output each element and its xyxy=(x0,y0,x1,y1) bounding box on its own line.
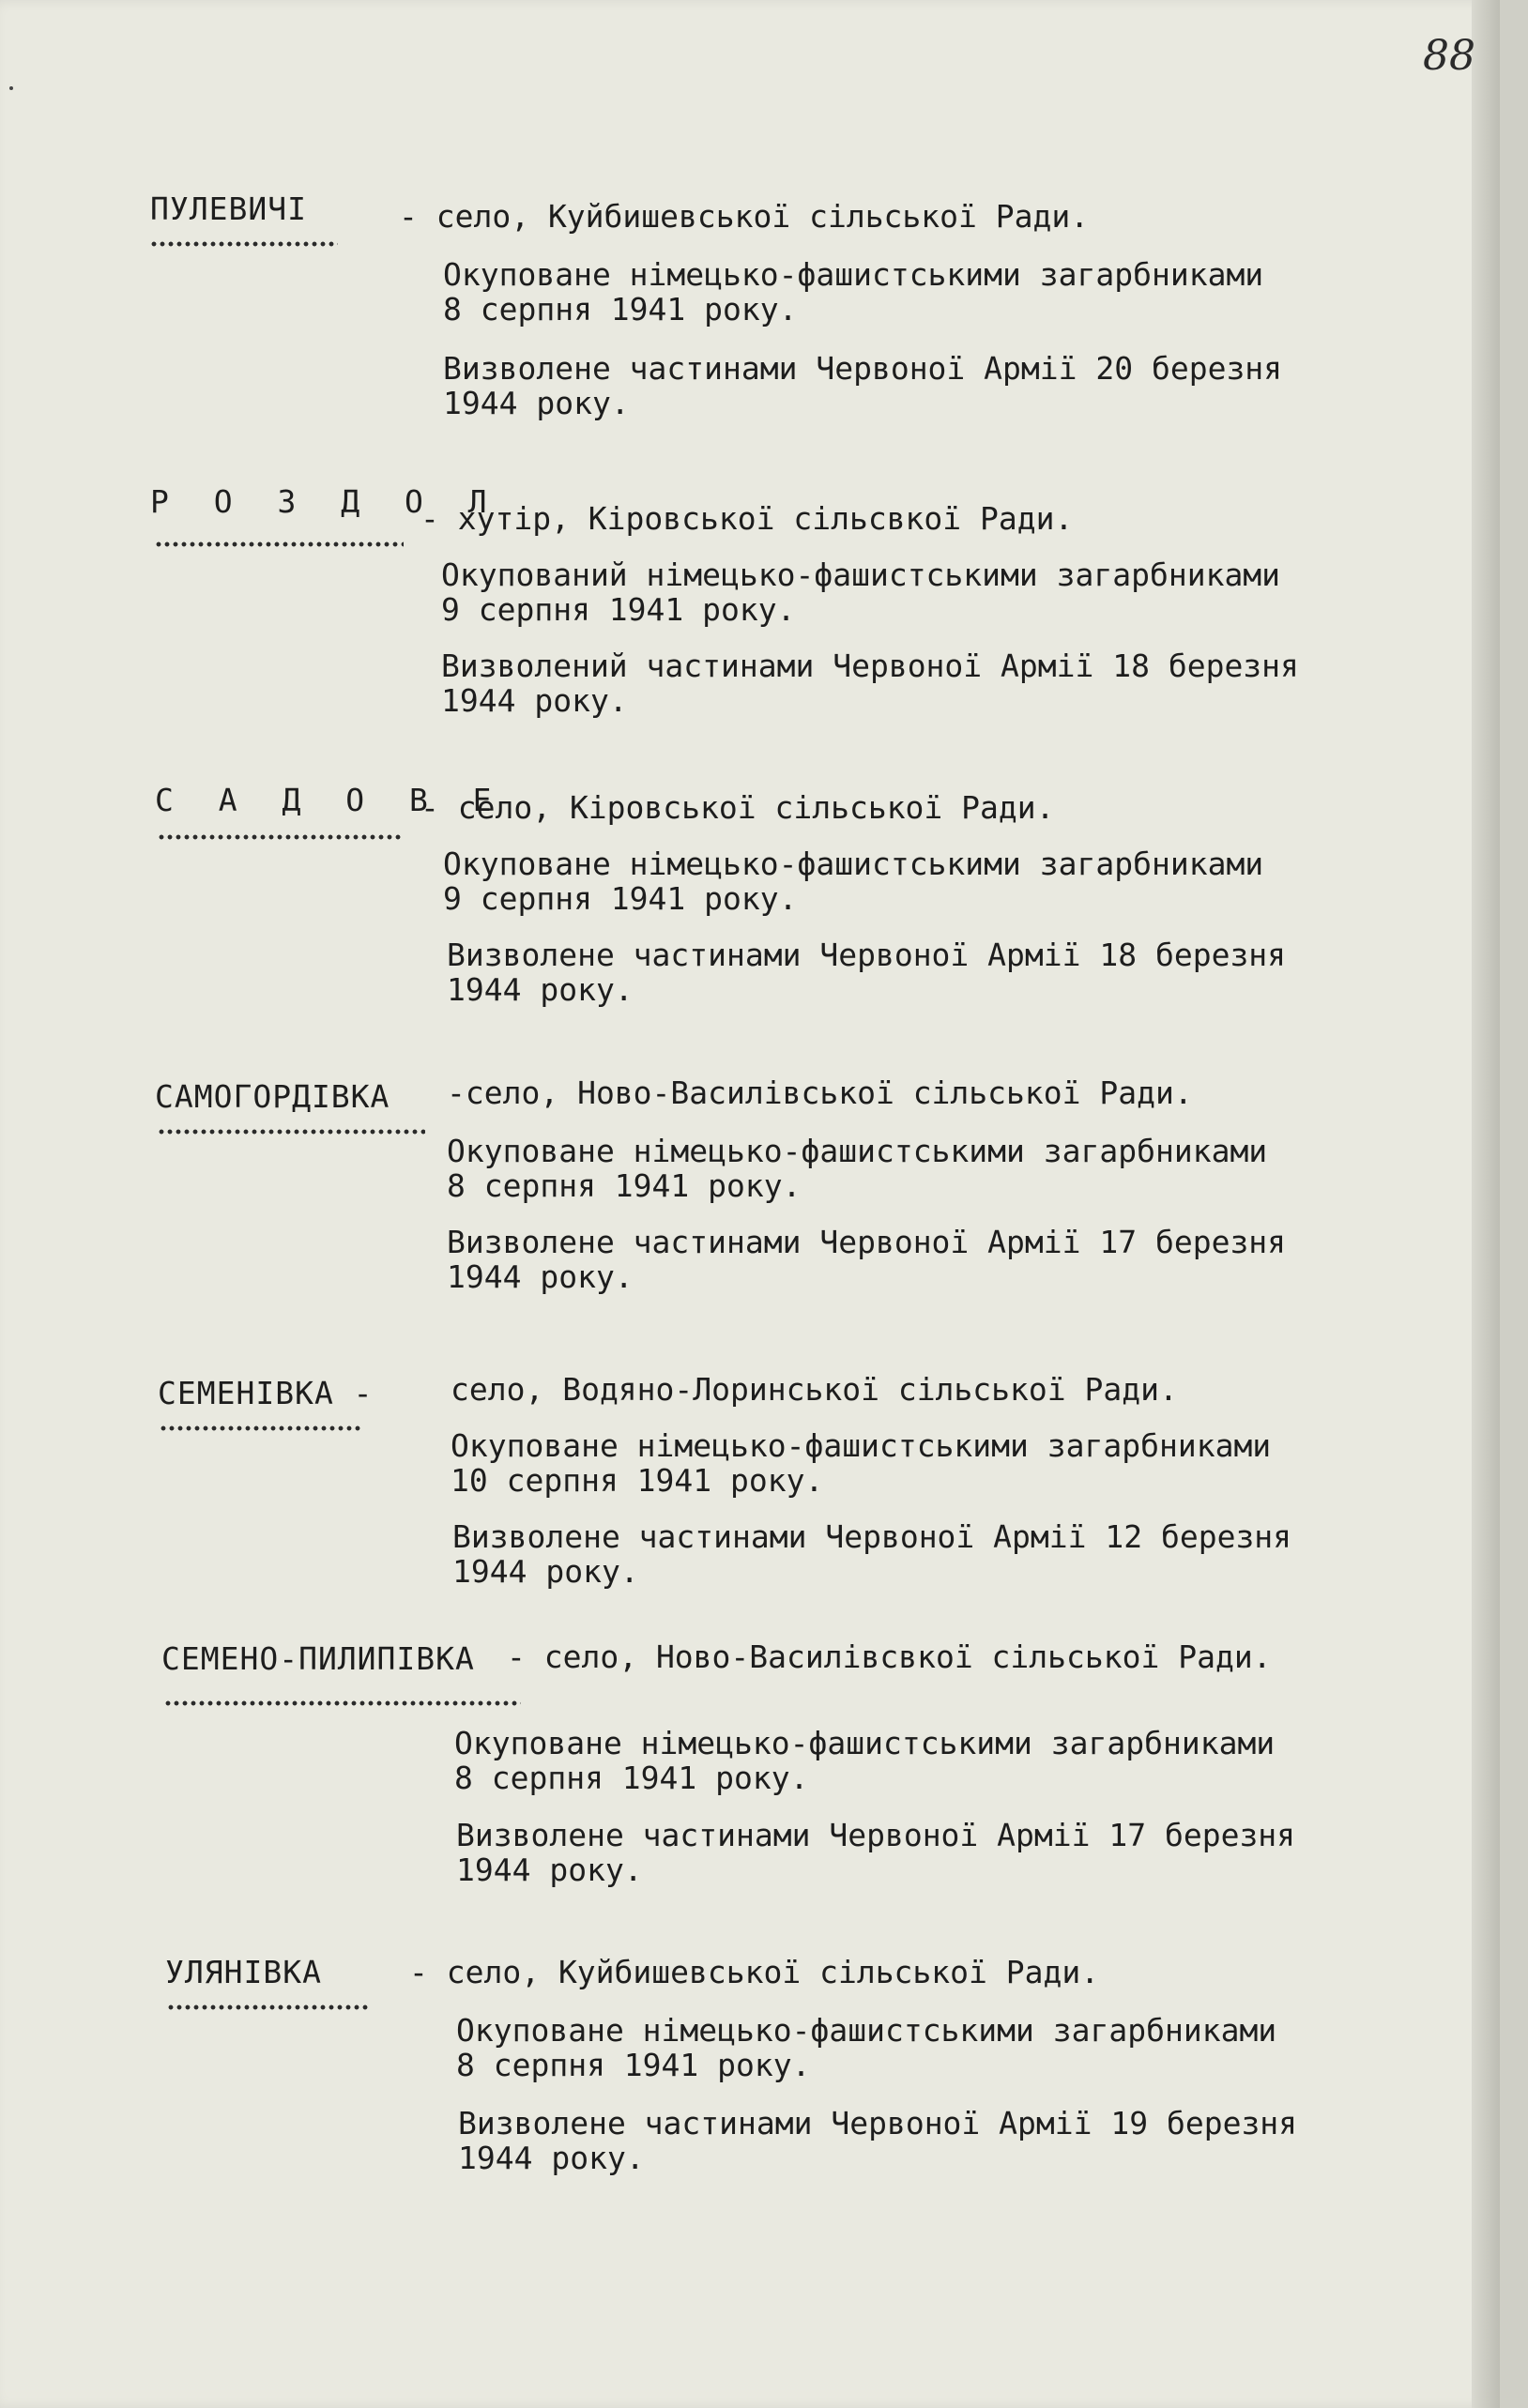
occupied-line-2: 10 серпня 1941 року. xyxy=(451,1462,824,1499)
liberated-line-1: Визволений частинами Червоної Армії 18 березня xyxy=(441,648,1299,684)
occupied-line-1: Окуповане німецько-фашистськими загарбниками xyxy=(454,1725,1276,1761)
entry-name: СЕМЕНО-ПИЛИПІВКА xyxy=(161,1640,475,1677)
ink-speck xyxy=(9,86,13,90)
occupied-line-2: 9 серпня 1941 року. xyxy=(443,880,798,917)
entry-description: село, Водяно-Лоринської сільської Ради. xyxy=(451,1371,1178,1408)
occupied-line-2: 9 серпня 1941 року. xyxy=(441,591,796,628)
entry-description: - село, Ново-Василівсвкої сільської Ради. xyxy=(507,1638,1272,1675)
liberated-line-1: Визволене частинами Червоної Армії 19 березня xyxy=(458,2105,1298,2141)
name-underline xyxy=(167,2003,369,2012)
occupied-line-1: Окуповане німецько-фашистськими загарбниками xyxy=(456,2012,1277,2049)
liberated-line-2: 1944 року. xyxy=(447,1258,634,1295)
entry-description: - село, Куйбишевської сільської Ради. xyxy=(409,1954,1100,1990)
liberated-line-1: Визволене частинами Червоної Армії 12 березня xyxy=(452,1518,1292,1555)
entry-name: СЕМЕНІВКА - xyxy=(158,1375,374,1411)
entry-description: -село, Ново-Василівської сільської Ради. xyxy=(447,1074,1193,1111)
entry-description: - хутір, Кіровської сільсвкої Ради. xyxy=(420,500,1074,537)
occupied-line-1: Окупований німецько-фашистськими загарбниками xyxy=(441,556,1281,593)
page-edge xyxy=(1472,0,1500,2408)
liberated-line-2: 1944 року. xyxy=(458,2140,645,2176)
occupied-line-1: Окуповане німецько-фашистськими загарбниками xyxy=(443,256,1264,293)
occupied-line-1: Окуповане німецько-фашистськими загарбниками xyxy=(443,846,1264,882)
occupied-line-2: 8 серпня 1941 року. xyxy=(443,291,798,328)
entry-name: УЛЯНІВКА xyxy=(165,1954,322,1990)
liberated-line-2: 1944 року. xyxy=(447,971,634,1008)
occupied-line-1: Окуповане німецько-фашистськими загарбниками xyxy=(451,1427,1272,1464)
entry-description: - село, Кіровської сільської Ради. xyxy=(420,789,1055,826)
entry-name: САМОГОРДІВКА xyxy=(155,1078,390,1115)
name-underline xyxy=(155,540,404,549)
entry-name: Р О З Д О Л xyxy=(150,483,500,520)
name-underline xyxy=(164,1699,521,1708)
liberated-line-1: Визволене частинами Червоної Армії 17 березня xyxy=(456,1817,1296,1853)
occupied-line-2: 8 серпня 1941 року. xyxy=(456,2047,811,2083)
name-underline xyxy=(160,1424,361,1433)
entry-name: ПУЛЕВИЧІ xyxy=(150,191,307,227)
entry-description: - село, Куйбишевської сільської Ради. xyxy=(399,198,1090,235)
occupied-line-2: 8 серпня 1941 року. xyxy=(454,1760,809,1796)
liberated-line-2: 1944 року. xyxy=(452,1553,639,1590)
liberated-line-2: 1944 року. xyxy=(456,1852,643,1888)
liberated-line-1: Визволене частинами Червоної Армії 17 березня xyxy=(447,1224,1287,1260)
liberated-line-1: Визволене частинами Червоної Армії 20 березня xyxy=(443,350,1283,387)
occupied-line-2: 8 серпня 1941 року. xyxy=(447,1167,802,1204)
page-number: 88 xyxy=(1423,32,1475,80)
liberated-line-1: Визволене частинами Червоної Армії 18 березня xyxy=(447,937,1287,973)
name-underline xyxy=(150,239,338,249)
occupied-line-1: Окуповане німецько-фашистськими загарбниками xyxy=(447,1133,1268,1169)
liberated-line-2: 1944 року. xyxy=(443,385,630,421)
name-underline xyxy=(158,832,404,842)
name-underline xyxy=(158,1127,425,1136)
entry-name: С А Д О В Е xyxy=(155,782,505,818)
liberated-line-2: 1944 року. xyxy=(441,682,628,719)
